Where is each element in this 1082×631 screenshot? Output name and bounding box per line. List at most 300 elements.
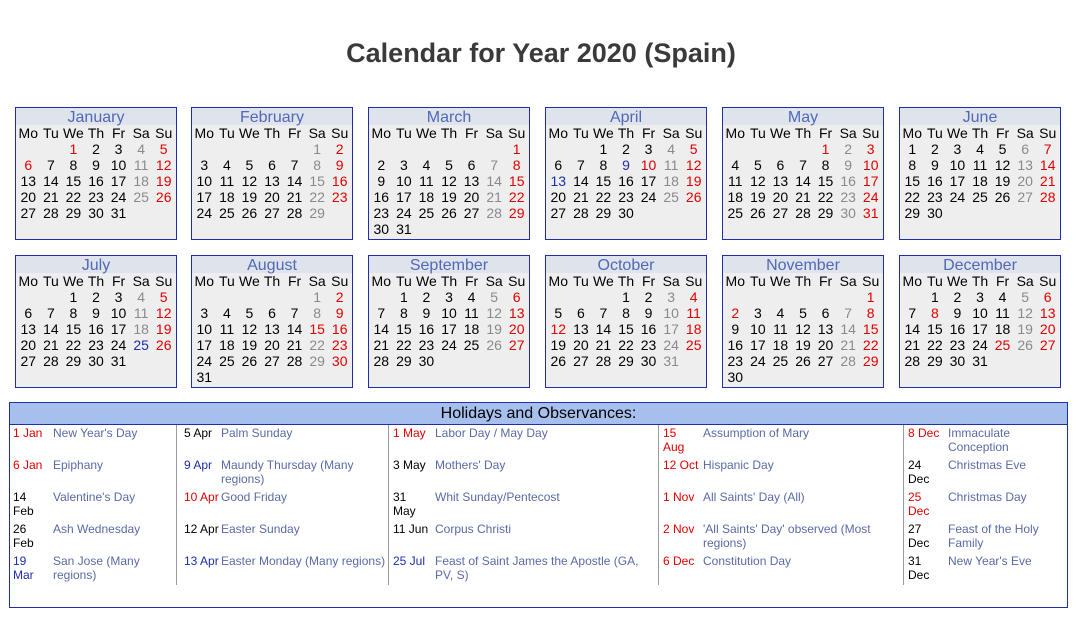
empty-cell: [283, 141, 306, 157]
day-cell: 8: [866, 305, 875, 321]
day-cell: 17: [396, 189, 412, 205]
day-cell: 7: [490, 157, 499, 173]
day-cell: 30: [840, 205, 856, 221]
day-cell: 22: [817, 189, 834, 205]
empty-cell: [547, 141, 570, 157]
holiday-name: Labor Day / May Day: [435, 426, 548, 440]
day-cell: 22: [862, 337, 879, 353]
day-cell: 28: [286, 353, 303, 369]
holiday-name: Whit Sunday/Pentecost: [435, 490, 560, 504]
day-cell: 10: [862, 157, 879, 173]
day-grid: [900, 273, 1060, 369]
month-november: [722, 255, 884, 388]
day-cell: 12: [441, 173, 457, 189]
holiday-date: 8 Dec: [908, 426, 940, 440]
holiday-name: San Jose (Many regions): [53, 554, 140, 582]
day-cell: 26: [441, 205, 457, 221]
day-cell: 17: [663, 321, 679, 337]
weekday-header: Su: [685, 273, 703, 289]
day-cell: 21: [795, 189, 811, 205]
day-cell: 18: [219, 189, 235, 205]
weekday-header: We: [63, 273, 84, 289]
weekday-header: Tu: [395, 125, 412, 141]
day-cell: 9: [930, 157, 939, 173]
day-cell: 9: [953, 305, 962, 321]
weekday-header: Mo: [725, 125, 745, 141]
day-cell: 5: [445, 157, 453, 173]
empty-cell: [547, 289, 570, 305]
day-cell: 20: [20, 189, 37, 205]
empty-cell: [17, 289, 40, 305]
weekday-header: Th: [263, 125, 281, 141]
day-cell: 28: [373, 353, 390, 369]
month-june: [899, 107, 1061, 240]
day-cell: 16: [840, 173, 856, 189]
day-cell: 18: [727, 189, 744, 205]
weekday-header: Mo: [725, 273, 745, 289]
weekday-header: Mo: [18, 273, 38, 289]
day-cell: 3: [114, 141, 123, 157]
weekday-header: Tu: [218, 125, 235, 141]
day-cell: 30: [618, 205, 634, 221]
holiday-name: Easter Monday (Many regions): [221, 554, 386, 568]
day-cell: 19: [241, 337, 258, 353]
day-cell: 12: [486, 305, 502, 321]
day-cell: 22: [508, 189, 525, 205]
empty-cell: [724, 141, 747, 157]
day-cell: 7: [576, 157, 585, 173]
holiday-name: New Year's Eve: [948, 554, 1032, 568]
weekday-header: Tu: [926, 125, 943, 141]
weekday-header: Sa: [1016, 273, 1034, 289]
day-cell: 27: [1039, 337, 1056, 353]
day-cell: 17: [110, 321, 127, 337]
day-grid: [900, 125, 1060, 221]
day-cell: 29: [927, 353, 943, 369]
day-cell: 31: [663, 353, 679, 369]
weekday-header: Tu: [42, 273, 59, 289]
empty-cell: [769, 141, 792, 157]
day-cell: 13: [463, 173, 480, 189]
day-cell: 4: [137, 289, 146, 305]
day-cell: 2: [953, 289, 962, 305]
empty-cell: [438, 141, 461, 157]
holiday-date: 25 Dec: [908, 490, 930, 518]
day-cell: 7: [377, 305, 386, 321]
day-cell: 8: [908, 157, 917, 173]
day-cell: 21: [595, 337, 612, 353]
day-cell: 26: [685, 189, 702, 205]
day-cell: 21: [1039, 173, 1056, 189]
day-cell: 9: [335, 305, 344, 321]
weekday-header: Su: [331, 125, 349, 141]
day-cell: 31: [196, 369, 213, 385]
day-cell: 15: [927, 321, 943, 337]
weekday-header: Th: [617, 273, 635, 289]
day-cell: 30: [88, 205, 104, 221]
day-cell: 12: [241, 321, 258, 337]
month-august: [191, 255, 353, 388]
day-cell: 7: [599, 305, 608, 321]
weekday-header: Sa: [662, 125, 680, 141]
weekday-header: Fr: [818, 125, 833, 141]
day-cell: 3: [399, 157, 408, 173]
day-cell: 11: [133, 305, 149, 321]
holiday-name: Easter Sunday: [221, 522, 300, 536]
weekday-header: We: [593, 125, 614, 141]
month-september: [368, 255, 530, 388]
empty-cell: [769, 289, 792, 305]
empty-cell: [837, 289, 860, 305]
day-cell: 7: [799, 157, 807, 173]
day-cell: 30: [927, 205, 943, 221]
day-cell: 8: [313, 305, 322, 321]
empty-cell: [724, 289, 747, 305]
day-cell: 31: [110, 205, 127, 221]
day-cell: 16: [331, 173, 348, 189]
day-cell: 3: [866, 141, 875, 157]
day-grid: [723, 125, 883, 221]
day-cell: 6: [1021, 141, 1030, 157]
day-cell: 3: [976, 289, 984, 305]
day-cell: 16: [331, 321, 348, 337]
day-cell: 26: [241, 205, 258, 221]
day-cell: 14: [595, 321, 612, 337]
day-cell: 12: [155, 157, 172, 173]
day-cell: 20: [772, 189, 789, 205]
weekday-header: Su: [1039, 125, 1057, 141]
day-cell: 22: [618, 337, 634, 353]
weekday-header: Mo: [194, 125, 214, 141]
day-cell: 7: [46, 157, 55, 173]
day-cell: 25: [994, 337, 1011, 353]
empty-cell: [747, 141, 770, 157]
day-cell: 20: [463, 189, 480, 205]
day-cell: 31: [972, 353, 988, 369]
day-cell: 19: [155, 173, 172, 189]
weekday-header: Tu: [572, 273, 589, 289]
month-name: October: [546, 256, 706, 273]
weekday-header: Sa: [1016, 125, 1034, 141]
holiday-date: 14 Feb: [13, 490, 34, 518]
day-cell: 9: [622, 157, 630, 173]
day-cell: 11: [773, 321, 788, 337]
day-cell: 13: [20, 173, 37, 189]
weekday-header: Th: [440, 273, 458, 289]
day-cell: 19: [241, 189, 258, 205]
month-february: [191, 107, 353, 240]
day-cell: 28: [43, 353, 59, 369]
day-cell: 22: [396, 337, 412, 353]
empty-cell: [193, 141, 216, 157]
month-name: September: [369, 256, 529, 273]
day-cell: 5: [159, 289, 168, 305]
empty-cell: [40, 141, 63, 157]
day-cell: 7: [1043, 141, 1052, 157]
day-cell: 5: [1021, 289, 1030, 305]
day-cell: 20: [264, 337, 280, 353]
day-cell: 4: [998, 289, 1007, 305]
holiday-name: Hispanic Day: [703, 458, 774, 472]
day-cell: 9: [377, 173, 386, 189]
day-cell: 4: [776, 305, 785, 321]
day-cell: 27: [573, 353, 589, 369]
day-cell: 24: [862, 189, 879, 205]
day-cell: 1: [930, 289, 939, 305]
weekday-header: Th: [617, 125, 635, 141]
day-cell: 5: [753, 157, 762, 173]
day-cell: 16: [373, 189, 390, 205]
day-cell: 3: [200, 157, 209, 173]
day-cell: 5: [554, 305, 563, 321]
weekday-header: Fr: [464, 273, 479, 289]
day-cell: 24: [972, 337, 988, 353]
weekday-header: Tu: [572, 125, 589, 141]
empty-cell: [370, 141, 393, 157]
day-cell: 19: [685, 173, 702, 189]
day-cell: 13: [264, 321, 280, 337]
month-name: February: [192, 108, 352, 125]
day-cell: 12: [795, 321, 811, 337]
holiday-date: 2 Nov: [663, 522, 695, 536]
day-cell: 8: [313, 157, 322, 173]
day-cell: 28: [286, 205, 303, 221]
day-cell: 15: [904, 173, 921, 189]
day-cell: 6: [24, 305, 33, 321]
empty-cell: [814, 289, 837, 305]
day-cell: 25: [219, 353, 235, 369]
day-cell: 27: [772, 205, 789, 221]
day-cell: 6: [268, 157, 276, 173]
day-cell: 2: [92, 289, 100, 305]
day-cell: 26: [550, 353, 567, 369]
day-cell: 14: [795, 173, 811, 189]
day-cell: 20: [817, 337, 834, 353]
holiday-name: Constitution Day: [703, 554, 792, 568]
day-cell: 25: [685, 337, 702, 353]
day-cell: 3: [114, 289, 123, 305]
day-grid: [723, 273, 883, 385]
weekday-header: Tu: [395, 273, 412, 289]
day-cell: 16: [640, 321, 657, 337]
day-cell: 8: [399, 305, 408, 321]
day-cell: 29: [65, 353, 82, 369]
day-cell: 28: [840, 353, 856, 369]
day-cell: 24: [196, 205, 213, 221]
day-cell: 24: [750, 353, 766, 369]
day-cell: 11: [686, 305, 701, 321]
day-cell: 23: [418, 337, 435, 353]
day-cell: 17: [640, 173, 657, 189]
weekday-header: Sa: [839, 125, 857, 141]
holiday-date: 12 Oct: [663, 458, 699, 472]
day-cell: 22: [309, 337, 325, 353]
holiday-date: 25 Jul: [393, 554, 426, 568]
weekday-header: We: [416, 125, 437, 141]
day-cell: 1: [512, 141, 521, 157]
day-cell: 15: [508, 173, 525, 189]
day-cell: 22: [904, 189, 921, 205]
holiday-name: Corpus Christi: [435, 522, 512, 536]
day-grid: [192, 273, 352, 385]
day-cell: 30: [640, 353, 657, 369]
day-cell: 15: [309, 173, 325, 189]
empty-cell: [283, 289, 306, 305]
day-cell: 31: [396, 221, 412, 237]
day-cell: 24: [196, 353, 213, 369]
day-cell: 8: [930, 305, 939, 321]
day-cell: 4: [667, 141, 676, 157]
day-cell: 12: [550, 321, 567, 337]
day-cell: 27: [550, 205, 567, 221]
day-cell: 21: [840, 337, 856, 353]
day-cell: 1: [866, 289, 875, 305]
day-cell: 29: [309, 205, 325, 221]
weekday-header: Tu: [218, 273, 235, 289]
day-cell: 14: [373, 321, 390, 337]
day-cell: 4: [689, 289, 698, 305]
day-cell: 15: [862, 321, 879, 337]
day-cell: 14: [43, 173, 59, 189]
day-cell: 13: [573, 321, 589, 337]
day-cell: 20: [1017, 173, 1033, 189]
weekday-header: Sa: [485, 273, 503, 289]
holiday-date: 6 Jan: [13, 458, 43, 472]
weekday-header: Th: [440, 125, 458, 141]
day-cell: 2: [844, 141, 853, 157]
day-cell: 9: [731, 321, 740, 337]
day-cell: 12: [1017, 305, 1033, 321]
day-cell: 20: [550, 189, 567, 205]
holiday-name: Good Friday: [221, 490, 288, 504]
day-cell: 24: [396, 205, 412, 221]
day-cell: 19: [155, 321, 172, 337]
weekday-header: Th: [971, 273, 989, 289]
holiday-name: Assumption of Mary: [703, 426, 810, 440]
weekday-header: We: [239, 125, 260, 141]
day-cell: 20: [573, 337, 589, 353]
day-cell: 15: [65, 173, 82, 189]
day-cell: 5: [799, 305, 807, 321]
day-cell: 8: [69, 157, 78, 173]
holiday-name: Christmas Day: [948, 490, 1027, 504]
day-cell: 23: [88, 189, 104, 205]
empty-cell: [570, 141, 593, 157]
day-cell: 28: [573, 205, 589, 221]
day-cell: 15: [65, 321, 82, 337]
empty-cell: [393, 141, 416, 157]
day-cell: 23: [727, 353, 744, 369]
day-cell: 27: [264, 205, 280, 221]
day-cell: 28: [795, 205, 811, 221]
day-cell: 9: [844, 157, 853, 173]
weekday-header: Su: [155, 125, 173, 141]
weekday-header: Sa: [308, 125, 326, 141]
day-cell: 14: [286, 321, 303, 337]
day-cell: 22: [309, 189, 325, 205]
weekday-header: We: [947, 273, 968, 289]
day-cell: 12: [994, 157, 1011, 173]
month-january: [15, 107, 177, 240]
day-cell: 28: [1039, 189, 1056, 205]
day-cell: 13: [264, 173, 280, 189]
day-cell: 19: [441, 189, 457, 205]
day-cell: 28: [43, 205, 59, 221]
day-cell: 30: [88, 353, 104, 369]
weekday-header: Fr: [995, 125, 1010, 141]
weekday-header: Su: [155, 273, 173, 289]
weekday-header: Mo: [548, 125, 568, 141]
day-cell: 10: [196, 321, 213, 337]
weekday-header: Su: [685, 125, 703, 141]
day-cell: 24: [949, 189, 966, 205]
day-cell: 20: [1039, 321, 1056, 337]
day-cell: 6: [467, 157, 476, 173]
day-cell: 4: [467, 289, 476, 305]
weekday-header: Sa: [662, 273, 680, 289]
day-cell: 5: [159, 141, 168, 157]
day-cell: 21: [486, 189, 502, 205]
day-cell: 10: [972, 305, 988, 321]
day-cell: 19: [1017, 321, 1033, 337]
day-cell: 16: [927, 173, 943, 189]
day-cell: 21: [286, 189, 303, 205]
empty-cell: [483, 141, 506, 157]
day-cell: 25: [133, 337, 149, 353]
day-cell: 13: [817, 321, 834, 337]
day-grid: [16, 125, 176, 221]
weekday-header: Tu: [926, 273, 943, 289]
day-cell: 2: [335, 289, 344, 305]
empty-cell: [415, 141, 438, 157]
day-cell: 17: [949, 173, 966, 189]
day-cell: 25: [727, 205, 744, 221]
day-cell: 10: [750, 321, 766, 337]
day-cell: 24: [110, 189, 127, 205]
day-cell: 16: [949, 321, 966, 337]
day-cell: 18: [418, 189, 435, 205]
day-cell: 11: [972, 157, 988, 173]
holiday-column: [905, 425, 1065, 585]
month-april: [545, 107, 707, 240]
day-cell: 17: [862, 173, 879, 189]
day-cell: 18: [772, 337, 789, 353]
weekday-header: Fr: [287, 273, 302, 289]
weekday-header: Fr: [111, 273, 126, 289]
day-cell: 13: [1039, 305, 1056, 321]
empty-cell: [792, 289, 815, 305]
holiday-date: 1 May: [393, 426, 426, 440]
day-cell: 27: [1017, 189, 1033, 205]
day-cell: 27: [508, 337, 525, 353]
day-cell: 6: [512, 289, 521, 305]
day-cell: 17: [441, 321, 457, 337]
day-cell: 10: [196, 173, 213, 189]
day-cell: 31: [862, 205, 879, 221]
day-cell: 4: [222, 305, 231, 321]
weekday-header: Su: [331, 273, 349, 289]
day-cell: 14: [840, 321, 856, 337]
day-cell: 27: [463, 205, 480, 221]
month-name: November: [723, 256, 883, 273]
month-name: June: [900, 108, 1060, 125]
day-cell: 10: [663, 305, 679, 321]
holiday-date: 31 May: [393, 490, 416, 518]
day-cell: 8: [821, 157, 830, 173]
weekday-header: Tu: [749, 273, 766, 289]
day-cell: 17: [972, 321, 988, 337]
weekday-header: We: [947, 125, 968, 141]
